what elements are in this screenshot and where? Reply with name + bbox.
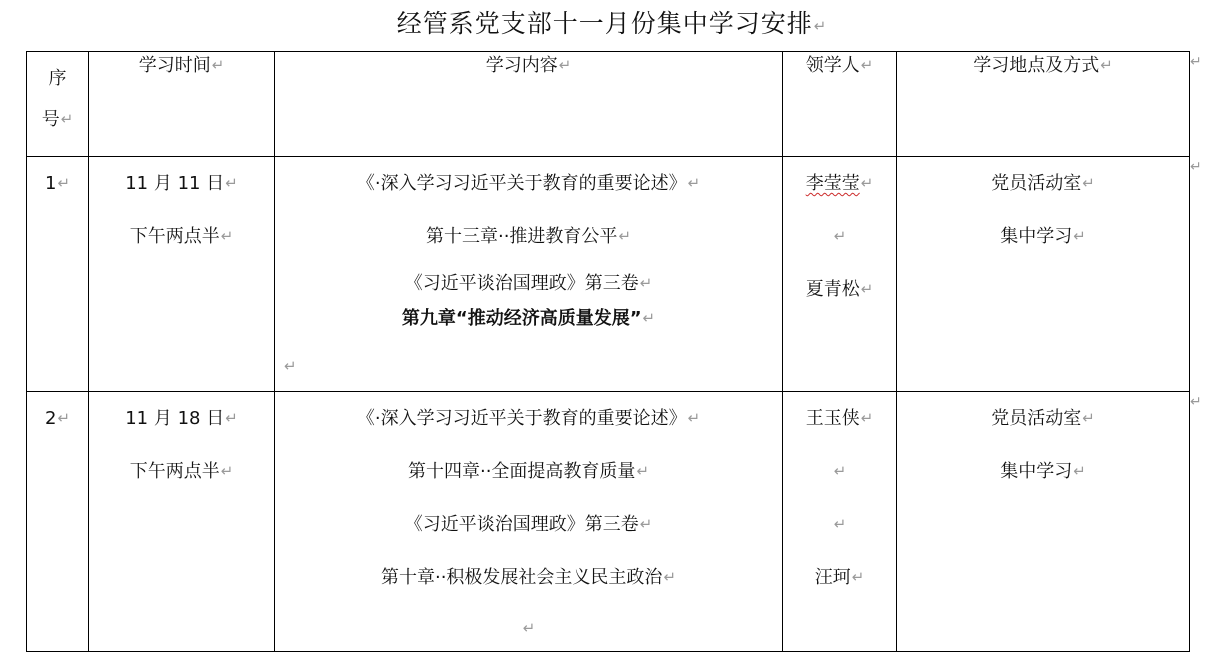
title-text: 经管系党支部十一月份集中学习安排 [396, 9, 813, 38]
header-number-line-2: 号↵ [41, 109, 74, 130]
header-cell-leader [783, 52, 897, 157]
row-end-mark-icon: ↵ [1190, 394, 1202, 410]
header-cell-time [89, 52, 275, 157]
header-time-label: 学习时间↵ [138, 55, 225, 76]
row-time-cell [89, 157, 275, 392]
row-method: 集中学习↵ [1000, 226, 1086, 247]
leader-name: 王玉侠↵ [805, 408, 874, 429]
content-line: 《习近平谈治国理政》第三卷↵ [404, 514, 653, 535]
row-number-cell [27, 157, 89, 392]
content-line: 《·深入学习习近平关于教育的重要论述》↵ [356, 408, 701, 429]
row-place: 党员活动室↵ [991, 173, 1095, 194]
row-date: 11 月 18 日↵ [125, 408, 238, 429]
header-number-line-1: 序 [48, 68, 67, 89]
row-place-cell [897, 157, 1190, 392]
row-place-cell [897, 392, 1190, 652]
header-cell-content [275, 52, 783, 157]
empty-paragraph: ↵ [833, 227, 847, 245]
content-line: 第九章“推动经济高质量发展”↵ [401, 308, 656, 329]
row-content-cell [275, 157, 783, 392]
empty-paragraph: ↵ [833, 515, 847, 533]
row-leader-cell [783, 157, 897, 392]
table-row [27, 157, 1190, 392]
row-time-cell [89, 392, 275, 652]
paragraph-mark-icon: ↵ [284, 357, 297, 375]
row-method: 集中学习↵ [1000, 461, 1086, 482]
leader-name: 夏青松↵ [805, 279, 874, 300]
leader-name: 汪珂↵ [814, 567, 865, 588]
content-line: 《习近平谈治国理政》第三卷↵ [404, 273, 653, 294]
row-end-mark-icon: ↵ [1190, 159, 1202, 175]
document-title [0, 6, 1224, 44]
empty-paragraph: ↵ [522, 619, 536, 637]
header-cell-place [897, 52, 1190, 157]
row-number: 1↵ [44, 173, 71, 194]
row-number: 2↵ [44, 408, 71, 429]
row-leader-cell [783, 392, 897, 652]
header-leader-label: 领学人↵ [805, 55, 874, 76]
row-time: 下午两点半↵ [129, 226, 234, 247]
row-date: 11 月 11 日↵ [125, 173, 238, 194]
leader-name: 李莹莹↵ [805, 173, 874, 194]
content-line: 第十四章··全面提高教育质量↵ [407, 461, 650, 482]
table-header-row [27, 52, 1190, 157]
empty-paragraph: ↵ [833, 462, 847, 480]
table-row [27, 392, 1190, 652]
content-line: 第十三章··推进教育公平↵ [425, 226, 632, 247]
row-end-mark-icon: ↵ [1190, 54, 1202, 70]
header-place-label: 学习地点及方式↵ [973, 55, 1113, 76]
row-time: 下午两点半↵ [129, 461, 234, 482]
row-number-cell [27, 392, 89, 652]
content-line: 第十章··积极发展社会主义民主政治↵ [380, 567, 677, 588]
row-content-cell [275, 392, 783, 652]
row-place: 党员活动室↵ [991, 408, 1095, 429]
content-line: 《·深入学习习近平关于教育的重要论述》↵ [356, 173, 701, 194]
paragraph-mark-icon: ↵ [813, 17, 828, 35]
header-cell-number [27, 52, 89, 157]
header-content-label: 学习内容↵ [485, 55, 572, 76]
schedule-table [26, 51, 1190, 652]
